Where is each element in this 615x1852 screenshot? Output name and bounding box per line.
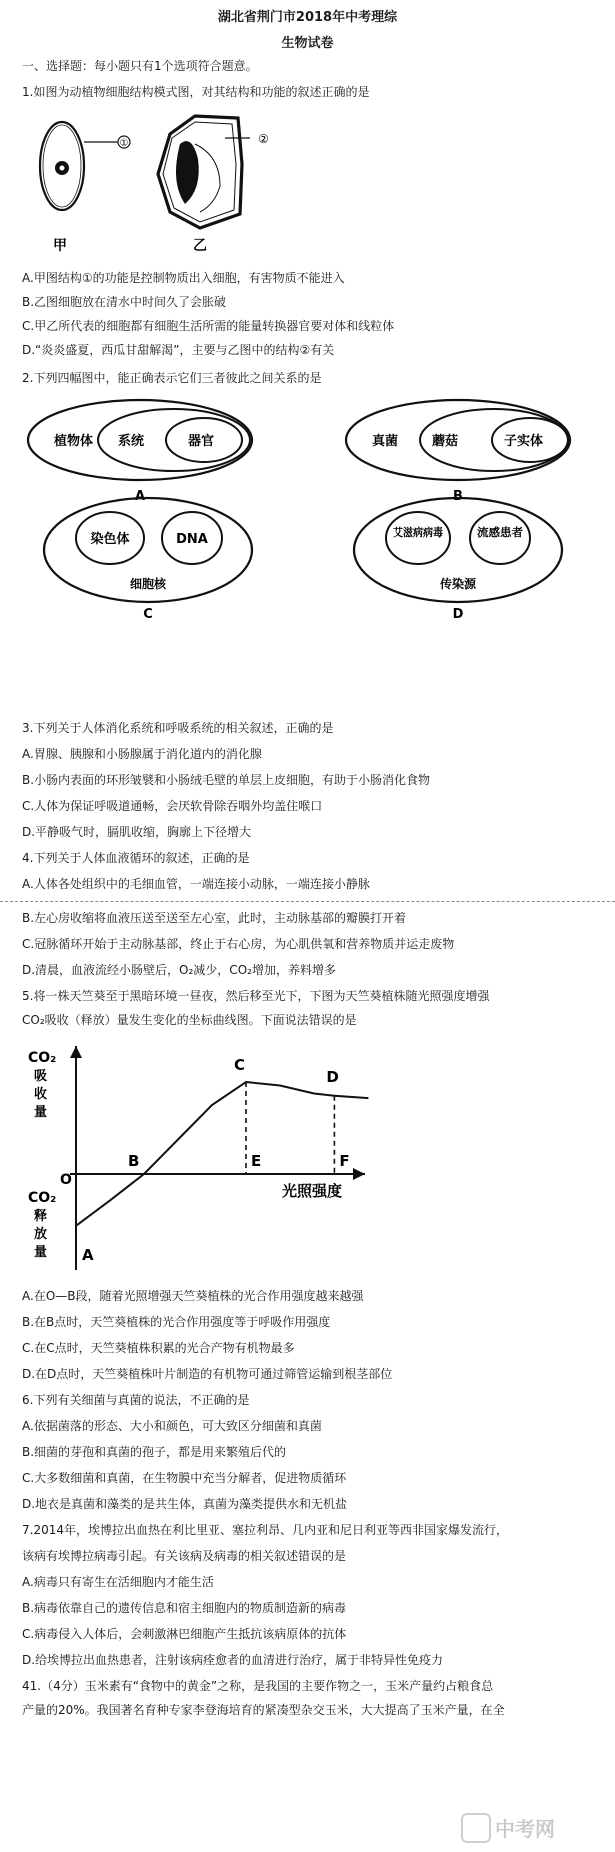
q2-venn-figure [22, 392, 602, 712]
q2-c-bottom: 细胞核 [129, 577, 167, 591]
q2-c-label: C [143, 607, 153, 622]
exam-title: 湖北省荆门市2018年中考理综 [217, 10, 398, 25]
ylabel-top-3: 量 [34, 1105, 48, 1120]
q3-option-d: D.平静吸气时，膈肌收缩，胸廓上下径增大 [22, 825, 252, 839]
q7-option-c: C.病毒侵入人体后，会刺激淋巴细胞产生抵抗该病原体的抗体 [22, 1627, 347, 1641]
q4-option-c: C.冠脉循环开始于主动脉基部，终止于右心房，为心肌供氧和营养物质并运走废物 [22, 937, 455, 951]
q3-option-c: C.人体为保证呼吸道通畅，会厌软骨除吞咽外均盖住喉口 [22, 799, 323, 813]
point-label-D: D [326, 1067, 339, 1086]
point-label-A: A [82, 1245, 94, 1264]
q6-option-d: D.地衣是真菌和藻类的是共生体，真菌为藻类提供水和无机盐 [22, 1497, 348, 1511]
ylabel-bottom-3: 量 [34, 1245, 48, 1260]
q5-option-d: D.在D点时，天竺葵植株叶片制造的有机物可通过筛管运输到根茎部位 [22, 1367, 393, 1381]
exam-subtitle: 生物试卷 [281, 36, 334, 51]
ylabel-bottom-1: 释 [34, 1209, 48, 1224]
q7-option-a: A.病毒只有寄生在活细胞内才能生活 [22, 1575, 214, 1589]
q6-option-c: C.大多数细菌和真菌，在生物膜中充当分解者，促进物质循环 [22, 1471, 347, 1485]
ylabel-bottom-2: 放 [34, 1227, 48, 1242]
q5-stem-2: CO₂吸收（释放）量发生变化的坐标曲线图。下面说法错误的是 [22, 1013, 357, 1027]
chart-xlabel: 光照强度 [282, 1182, 343, 1200]
q1-mark1: ① [119, 138, 129, 149]
q3-stem: 3.下列关于人体消化系统和呼吸系统的相关叙述，正确的是 [22, 721, 334, 735]
q1-label-left: 甲 [53, 238, 67, 254]
photosynthesis-curve [76, 1082, 368, 1226]
q2-d-right: 流感患者 [477, 526, 521, 539]
q4-option-b: B.左心房收缩将血液压送至送至左心室，此时，主动脉基部的瓣膜打开着 [22, 911, 407, 925]
drop-label-E: E [251, 1152, 262, 1170]
watermark-text: 中考网 [495, 1817, 555, 1841]
q5-stem-1: 5.将一株天竺葵至于黑暗环境一昼夜，然后移至光下，下图为天竺葵植株随光照强度增强 [22, 989, 490, 1003]
chart-origin: O [60, 1172, 72, 1188]
q4-stem: 4.下列关于人体血液循环的叙述，正确的是 [22, 851, 250, 865]
q2-c-left: 染色体 [90, 532, 130, 547]
q2-b-outer: 真菌 [372, 434, 399, 449]
q6-option-b: B.细菌的芽孢和真菌的孢子，都是用来繁殖后代的 [22, 1445, 287, 1459]
q4-option-a: A.人体各处组织中的毛细血管，一端连接小动脉，一端连接小静脉 [22, 877, 370, 891]
q2-a-inner: 器官 [188, 434, 215, 449]
q2-d-label: D [452, 607, 464, 622]
q41-line-2: 产量的20%。我国著名育种专家李登海培育的紧凑型杂交玉米，大大提高了玉米产量，在全 [22, 1703, 505, 1717]
q2-stem: 2.下列四幅图中，能正确表示它们三者彼此之间关系的是 [22, 371, 322, 385]
q1-option-d: D.“炎炎盛夏，西瓜甘甜解渴”，主要与乙图中的结构②有关 [22, 343, 335, 357]
drop-label-F: F [339, 1152, 350, 1170]
q5-option-b: B.在B点时，天竺葵植株的光合作用强度等于呼吸作用强度 [22, 1315, 331, 1329]
q1-label-right: 乙 [193, 238, 207, 254]
q1-option-b: B.乙图细胞放在清水中时间久了会胀破 [22, 295, 227, 309]
q1-mark2: ② [258, 132, 269, 146]
q2-c-right: DNA [176, 532, 208, 547]
ylabel-top-2: 收 [34, 1087, 48, 1102]
q2-a-middle: 系统 [118, 434, 145, 449]
watermark-logo [461, 1808, 611, 1848]
q2-d-bottom: 传染源 [439, 577, 477, 591]
ylabel-bottom-0: CO₂ [28, 1190, 57, 1206]
q1-option-a: A.甲图结构①的功能是控制物质出入细胞，有害物质不能进入 [22, 271, 345, 285]
q4-option-d: D.清晨，血液流经小肠壁后，O₂减少，CO₂增加，养料增多 [22, 963, 336, 977]
q3-option-b: B.小肠内表面的环形皱襞和小肠绒毛壁的单层上皮细胞，有助于小肠消化食物 [22, 773, 431, 787]
page-divider [0, 901, 615, 902]
q3-option-a: A.胃腺、胰腺和小肠腺属于消化道内的消化腺 [22, 747, 262, 761]
q5-option-a: A.在O—B段，随着光照增强天竺葵植株的光合作用强度越来越强 [22, 1289, 364, 1303]
q6-option-a: A.依据菌落的形态、大小和颜色，可大致区分细菌和真菌 [22, 1419, 322, 1433]
q7-option-b: B.病毒依靠自己的遗传信息和宿主细胞内的物质制造新的病毒 [22, 1601, 347, 1615]
ylabel-top-1: 吸 [34, 1069, 48, 1084]
q41-line-1: 41.（4分）玉米素有“食物中的黄金”之称，是我国的主要作物之一，玉米产量约占粮食总 [22, 1679, 494, 1693]
point-label-B: B [128, 1152, 140, 1170]
q5-option-c: C.在C点时，天竺葵植株积累的光合产物有机物最多 [22, 1341, 295, 1355]
point-label-C: C [234, 1056, 246, 1074]
q6-stem: 6.下列有关细菌与真菌的说法，不正确的是 [22, 1393, 250, 1407]
q1-option-c: C.甲乙所代表的细胞都有细胞生活所需的能量转换器官要对体和线粒体 [22, 319, 395, 333]
q2-b-inner: 子实体 [504, 434, 544, 449]
q2-a-label: A [134, 489, 146, 504]
q7-stem-2: 该病有埃博拉病毒引起。有关该病及病毒的相关叙述错误的是 [22, 1549, 347, 1563]
q5-chart [20, 1034, 420, 1284]
q2-d-left: 艾滋病病毒 [393, 526, 448, 539]
q2-a-outer: 植物体 [54, 434, 94, 449]
section-heading: 一、选择题：每小题只有1个选项符合题意。 [22, 59, 258, 73]
q1-cell-figure [20, 104, 300, 254]
ylabel-top-0: CO₂ [28, 1050, 57, 1066]
q1-stem: 1.如图为动植物细胞结构模式图，对其结构和功能的叙述正确的是 [22, 85, 370, 99]
q2-b-label: B [453, 489, 463, 504]
q7-option-d: D.给埃博拉出血热患者，注射该病痊愈者的血清进行治疗，属于非特异性免疫力 [22, 1653, 444, 1667]
q7-stem-1: 7.2014年，埃博拉出血热在利比里亚、塞拉利昂、几内亚和尼日利亚等西非国家爆发流行， [22, 1523, 508, 1537]
q2-b-middle: 蘑菇 [432, 434, 459, 449]
